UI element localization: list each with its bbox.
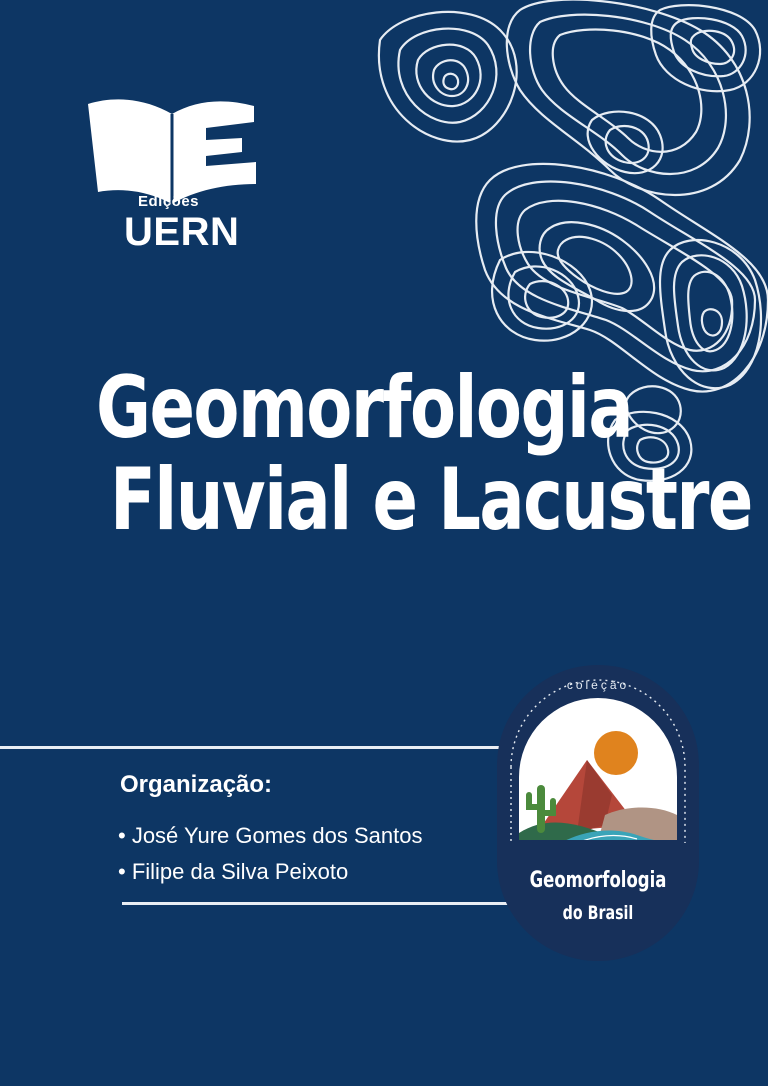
publisher-line2: UERN: [124, 210, 240, 254]
organizer-item: • Filipe da Silva Peixoto: [118, 859, 349, 884]
divider-top: [0, 746, 520, 749]
badge-subtitle: do Brasil: [562, 900, 634, 924]
book-title: [96, 358, 752, 550]
badge-top-text: coleção: [566, 678, 630, 692]
title-line1: Geomorfologia: [96, 358, 633, 458]
publisher-line1: Edições: [138, 193, 200, 210]
title-line2: Fluvial e Lacustre: [110, 450, 752, 550]
organizer-item: • José Yure Gomes dos Santos: [118, 823, 423, 848]
series-badge: [497, 665, 699, 961]
organization-label: Organização:: [120, 771, 273, 798]
badge-name: Geomorfologia: [529, 866, 667, 893]
divider-bottom: [122, 902, 522, 905]
organizer-list: [118, 818, 422, 890]
